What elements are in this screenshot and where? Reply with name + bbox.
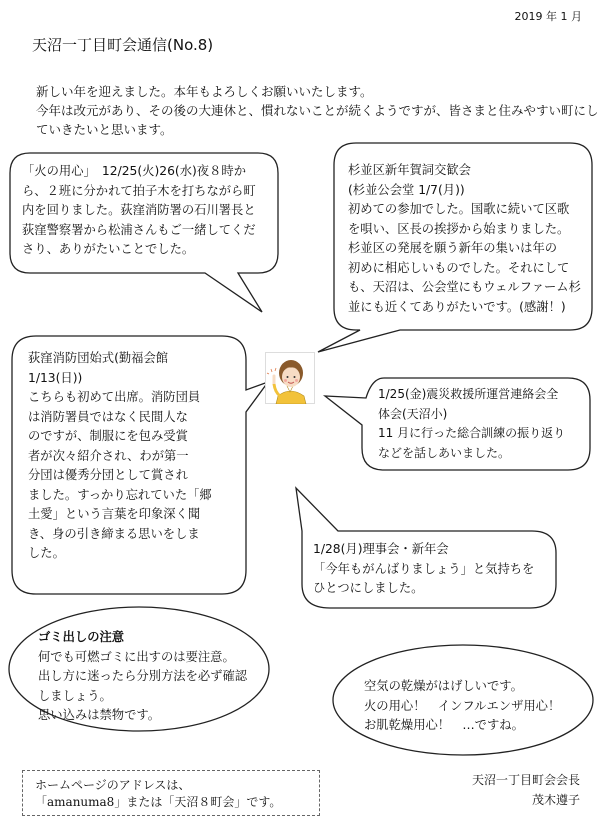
signature-name: 茂木遵子: [531, 793, 580, 807]
bubble-line: 初めての参加でした。国歌に続いて区歌: [348, 202, 570, 216]
bubble-line: 「火の用心」 12/25(火)26(水)夜８時か: [22, 164, 246, 178]
bubble-line: 者が次々紹介され、わが第一: [28, 448, 189, 463]
bubble-line: 1/13(日)): [28, 370, 83, 385]
bubble-fire-brigade: [28, 349, 212, 564]
bubble-fire-watch: [22, 162, 256, 260]
bubble-garbage: [38, 628, 247, 726]
intro-line: ていきたいと思います。: [36, 122, 173, 137]
bubble-line: 何でも可燃ゴミに出すのは要注意。: [38, 649, 235, 664]
signature-role: 天沼一丁目町会会長: [471, 773, 580, 787]
bubble-line: した。: [28, 546, 65, 560]
bubble-line: ら、２班に分かれて拍子木を打ちながら町: [22, 183, 256, 198]
bubble-line: 「今年もがんばりましょう」と気持ちを: [313, 561, 535, 576]
newsletter-title: 天沼一丁目町会通信(No.8): [32, 36, 214, 54]
bubble-line: 荻窪消防団始式(勤福会館: [28, 351, 169, 365]
bubble-line: 土愛」という言葉を印象深く聞: [28, 507, 201, 521]
bubble-line: は消防署員ではなく民間人な: [28, 409, 188, 424]
bubble-line: き、身の引き締まる思いをしま: [28, 526, 200, 541]
intro-line: 新しい年を迎えました。本年もよろしくお願いいたします。: [36, 84, 373, 99]
bubble-line: 火の用心！ インフルエンザ用心！: [364, 698, 561, 713]
bubble-line: お肌乾燥用心！ …ですね。: [364, 718, 524, 732]
issue-date: 2019 年 1 月: [514, 10, 582, 23]
bubble-line: 1/28(月)理事会・新年会: [313, 542, 449, 556]
bubble-line: さり、ありがたいことでした。: [22, 242, 195, 256]
bubble-line: などを話しあいました。: [378, 445, 511, 460]
bubble-board-meeting: [313, 540, 534, 599]
notice-line: 「amanuma8」または「天沼８町会」です。: [35, 795, 282, 809]
intro-paragraph: [36, 82, 599, 139]
bubble-line: 空気の乾燥がはげしいです。: [364, 679, 523, 693]
bubble-line: こちらも初めて出席。消防団員: [28, 390, 201, 404]
bubble-line: 並にも近くてありがたいです。(感謝！): [348, 299, 566, 314]
bubble-line: ました。すっかり忘れていた「郷: [28, 487, 212, 502]
bubble-line: 体会(天沼小): [378, 406, 448, 421]
notice-line: ホームページのアドレスは、: [35, 778, 191, 792]
bubble-line: 荻窪警察署から松浦さんもご一緒してくだ: [22, 222, 256, 237]
bubble-line: 杉並区新年賀詞交歓会: [348, 163, 471, 177]
bubble-line: 11 月に行った総合訓練の振り返り: [378, 426, 566, 440]
bubble-disaster-meeting: [378, 385, 565, 463]
bubble-line: ひとつにしました。: [313, 581, 424, 595]
bubble-line: 1/25(金)震災救援所運営連絡会全: [378, 387, 559, 401]
bubble-line: も、天沼は、公会堂にもウェルファーム杉: [348, 280, 581, 294]
signature-block: [472, 770, 580, 810]
bubble-line: 内を回りました。荻窪消防署の石川署長と: [22, 203, 256, 217]
bubble-line: のですが、制服にを包み受賞: [28, 429, 188, 443]
bubble-line: 杉並区の発展を願う新年の集いは年の: [348, 241, 558, 255]
bubble-line: (杉並公会堂 1/7(月)): [348, 182, 465, 197]
bubble-line: 思い込みは禁物です。: [38, 708, 160, 722]
bubble-line: 初めに相応しいものでした。それにして: [348, 260, 570, 275]
intro-line: 今年は改元があり、その後の大連休と、慣れないことが続くようですが、皆さまと住みやすい町にし: [36, 103, 599, 118]
bubble-suginami-new-year: [348, 161, 581, 317]
homepage-notice-box: [22, 770, 320, 816]
woman-avatar-icon: [265, 352, 315, 404]
bubble-line: 分団は優秀分団として賞され: [28, 468, 188, 482]
bubble-line: を唄い、区長の挨拶から始まりました。: [348, 221, 570, 236]
bubble-heading: ゴミ出しの注意: [38, 630, 125, 644]
bubble-line: 出し方に迷ったら分別方法を必ず確認: [38, 669, 248, 683]
bubble-line: しましょう。: [38, 688, 112, 703]
bubble-dry-air: [364, 677, 560, 736]
